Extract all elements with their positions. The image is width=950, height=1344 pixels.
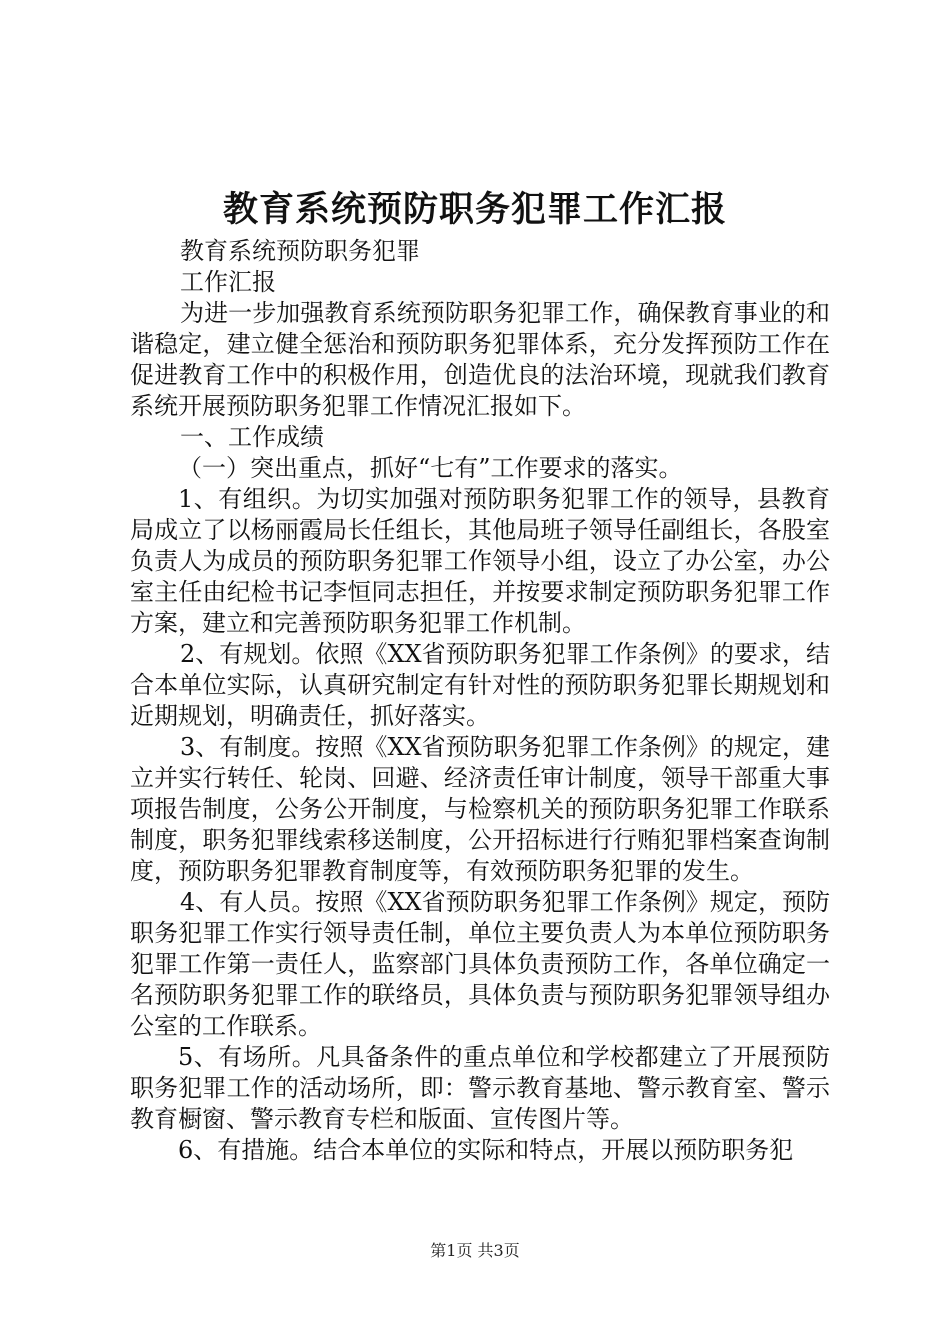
subtitle-line-2: 工作汇报 xyxy=(180,268,276,296)
section-heading: 一、工作成绩 xyxy=(180,423,324,451)
document-title: 教育系统预防职务犯罪工作汇报 xyxy=(222,189,727,230)
item-paragraph-1: 1、有组织。为切实加强对预防职务犯罪工作的领导，县教育局成立了以杨丽霞局长任组长，其他局班子领导任副组长，各股室负责人为成员的预防职务犯罪工作领导小组，设立了办公室，办公室主任由纪检书记李恒同志担任，并按要求制定预防职务犯罪工作方案，建立和完善预防职务犯罪工作机制。 xyxy=(130,485,830,637)
item-paragraph-5: 5、有场所。凡具备条件的重点单位和学校都建立了开展预防职务犯罪工作的活动场所，即：警示教育基地、警示教育室、警示教育橱窗、警示教育专栏和版面、宣传图片等。 xyxy=(130,1043,830,1133)
intro-paragraph: 为进一步加强教育系统预防职务犯罪工作，确保教育事业的和谐稳定，建立健全惩治和预防职务犯罪体系，充分发挥预防工作在促进教育工作中的积极作用，创造优良的法治环境，现就我们教育系统开展预防职务犯罪工作情况汇报如下。 xyxy=(130,299,830,420)
subtitle-line-1: 教育系统预防职务犯罪 xyxy=(180,237,420,265)
item-paragraph-6: 6、有措施。结合本单位的实际和特点，开展以预防职务犯 xyxy=(178,1136,794,1164)
item-paragraph-4: 4、有人员。按照《XX省预防职务犯罪工作条例》规定，预防职务犯罪工作实行领导责任制，单位主要负责人为本单位预防职务犯罪工作第一责任人，监察部门具体负责预防工作，各单位确定一名预防职务犯罪工作的联络员，具体负责与预防职务犯罪领导组办公室的工作联系。 xyxy=(130,888,830,1040)
item-paragraph-3: 3、有制度。按照《XX省预防职务犯罪工作条例》的规定，建立并实行转任、轮岗、回避、经济责任审计制度，领导干部重大事项报告制度，公务公开制度，与检察机关的预防职务犯罪工作联系制度，职务犯罪线索移送制度，公开招标进行行贿犯罪档案查询制度，预防职务犯罪教育制度等，有效预防职务犯罪的发生。 xyxy=(130,733,830,885)
document-body xyxy=(130,236,830,1166)
subsection-heading: （一）突出重点，抓好“七有”工作要求的落实。 xyxy=(178,454,683,482)
item-paragraph-2: 2、有规划。依照《XX省预防职务犯罪工作条例》的要求，结合本单位实际，认真研究制定有针对性的预防职务犯罪长期规划和近期规划，明确责任，抓好落实。 xyxy=(130,640,830,730)
page-footer: 第1页 共3页 xyxy=(430,1241,520,1260)
